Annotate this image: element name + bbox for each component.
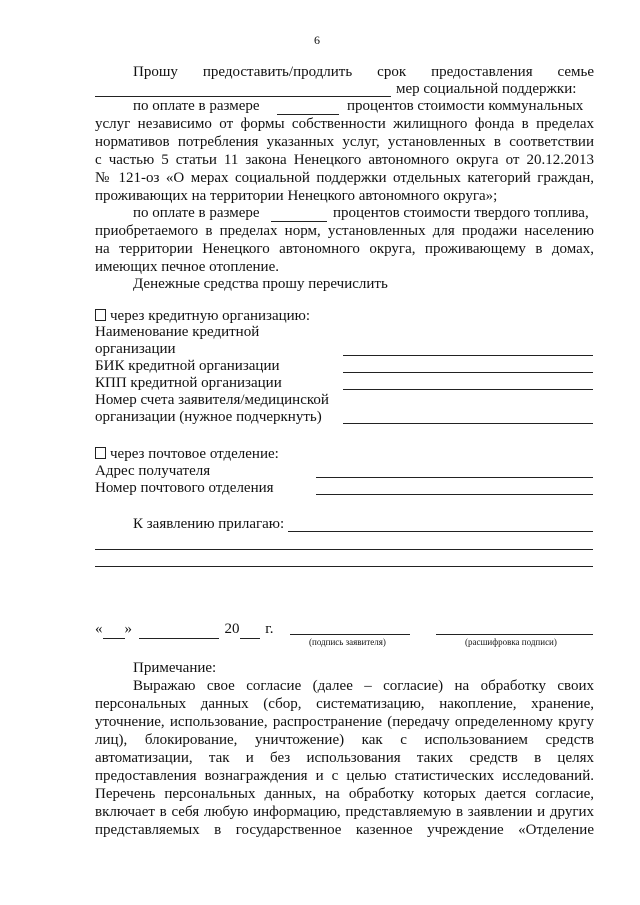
note-line: Перечень персональных данных, на обработку которых дается согласие, <box>95 786 594 802</box>
account-label-2: организации (нужное подчеркнуть) <box>95 409 322 425</box>
note-line: включает в себя любую информацию, представляемую в заявлении и других <box>95 804 594 820</box>
note-line: предоставления вознаграждения и с целью статистических исследований. <box>95 768 594 784</box>
year-prefix: 20 <box>224 621 240 637</box>
note-line: персональных данных (сбор, систематизацию, накопление, хранение, <box>95 696 594 712</box>
intro-word: предоставления <box>431 64 533 80</box>
bank-option[interactable] <box>95 308 310 325</box>
recipient-address-label: Адрес получателя <box>95 463 211 479</box>
intro-word: срок <box>377 64 407 80</box>
attachments-field-2[interactable] <box>95 549 593 550</box>
signature-decode-caption: (расшифровка подписи) <box>465 637 557 647</box>
bik-field[interactable] <box>343 372 593 373</box>
utilities-percent-field[interactable] <box>277 114 339 115</box>
kpp-field[interactable] <box>343 389 593 390</box>
note-line: лиц), блокирование, уничтожение) как с использованием средств <box>95 732 594 748</box>
intro-word: семье <box>557 64 595 80</box>
year-suffix: г. <box>265 621 274 637</box>
para1-l1-end: процентов стоимости коммунальных <box>347 98 584 114</box>
note-line: уточнение, использование, распространение (передачу определенному кругу <box>95 714 594 730</box>
para1-l6: проживающих на территории Ненецкого автономного округа»; <box>95 188 498 204</box>
para1-l3: нормативов потребления указанных услуг, установленных в соответствии <box>95 134 594 150</box>
date-row <box>95 621 273 639</box>
para1-l1-start: по оплате в размере <box>133 98 260 114</box>
family-name-field[interactable] <box>95 96 391 97</box>
note-title: Примечание: <box>133 660 217 676</box>
para2-l3: на территории Ненецкого автономного округа, проживающему в домах, <box>95 241 594 257</box>
intro-word: предоставить/продлить <box>202 64 353 80</box>
para2-l2: приобретаемого в пределах норм, установленных для продажи населению <box>95 223 594 239</box>
attachments-field-1[interactable] <box>288 531 593 532</box>
fuel-percent-field[interactable] <box>271 221 327 222</box>
note-line: автоматизации, так и без использования таких средств в целях <box>95 750 594 766</box>
kpp-label: КПП кредитной организации <box>95 375 282 391</box>
signature-field[interactable] <box>290 634 410 635</box>
page-number: 6 <box>314 33 320 47</box>
bank-checkbox[interactable] <box>95 309 106 321</box>
money-transfer-text: Денежные средства прошу перечислить <box>133 276 388 292</box>
note-line: Выражаю свое согласие (далее – согласие) на обработку своих <box>133 678 594 694</box>
intro-line-1 <box>133 64 594 81</box>
note-line: представляемых в государственное казенное учреждение «Отделение <box>95 822 594 838</box>
signature-decode-field[interactable] <box>436 634 593 635</box>
para1-l4: с частью 5 статьи 11 закона Ненецкого автономного округа от 20.12.2013 <box>95 152 594 168</box>
post-checkbox[interactable] <box>95 447 106 459</box>
para1-l5: № 121-оз «О мерах социальной поддержки отдельных категорий граждан, <box>95 170 594 186</box>
para2-l4: имеющих печное отопление. <box>95 259 279 275</box>
para1-l2: услуг независимо от формы собственности жилищного фонда в пределах <box>95 116 594 132</box>
year-field[interactable] <box>240 621 260 639</box>
attachments-field-3[interactable] <box>95 566 593 567</box>
date-quote-close: » <box>124 621 132 637</box>
intro-line-2-tail: мер социальной поддержки: <box>396 81 577 97</box>
account-field[interactable] <box>343 423 593 424</box>
date-quote-open: « <box>95 621 103 637</box>
bank-name-label-1: Наименование кредитной <box>95 324 260 340</box>
para2-l1-end: процентов стоимости твердого топлива, <box>333 205 589 221</box>
account-label-1: Номер счета заявителя/медицинской <box>95 392 329 408</box>
recipient-address-field[interactable] <box>316 477 593 478</box>
bik-label: БИК кредитной организации <box>95 358 280 374</box>
post-option[interactable] <box>95 446 279 463</box>
day-field[interactable] <box>103 621 125 639</box>
signature-caption: (подпись заявителя) <box>309 637 386 647</box>
month-field[interactable] <box>139 621 219 639</box>
bank-name-field[interactable] <box>343 355 593 356</box>
bank-name-label-2: организации <box>95 341 176 357</box>
post-option-label: через почтовое отделение: <box>110 446 279 462</box>
bank-option-label: через кредитную организацию: <box>110 308 311 324</box>
para2-l1-start: по оплате в размере <box>133 205 260 221</box>
post-office-number-field[interactable] <box>316 494 593 495</box>
attachments-label: К заявлению прилагаю: <box>133 516 285 532</box>
intro-word: Прошу <box>133 64 178 80</box>
post-office-number-label: Номер почтового отделения <box>95 480 274 496</box>
